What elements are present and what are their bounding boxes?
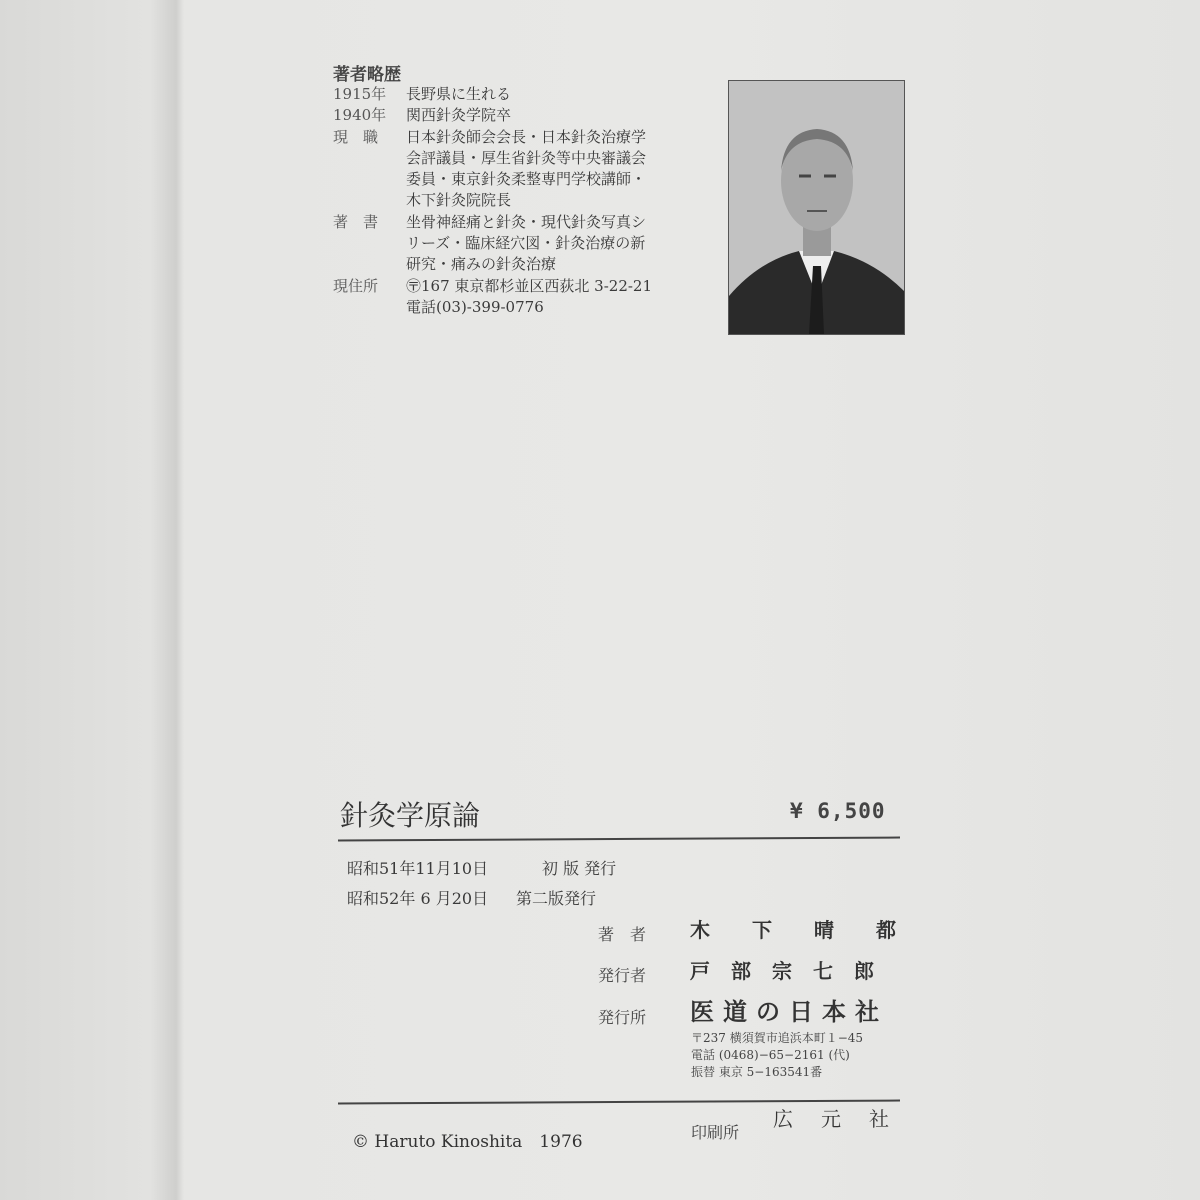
publisher-phone: 電話 (0468)−65−2161 (代) [691,1048,850,1062]
bio-row [333,233,652,254]
publisher-address: 〒237 横須賀市追浜本町１−45 [691,1031,864,1045]
bio-label [333,190,406,211]
bio-value: 会評議員・厚生省針灸等中央審議会 [406,148,647,167]
author-portrait-photo [728,80,905,335]
divider [338,837,900,842]
author-label: 著 者 [598,925,647,944]
bio-value: 関西針灸学院卒 [406,106,512,125]
author-name: 木下晴都 [690,918,938,942]
bio-value: リーズ・臨床経穴図・針灸治療の新 [406,234,646,253]
publisher-transfer-account: 振替 東京 5−163541番 [691,1065,823,1079]
bio-value: 電話(03)-399-0776 [406,297,544,316]
bio-heading: 著者略歴 [333,65,401,85]
bio-row [333,254,652,275]
edition-2-date: 昭和52年 6 月20日 [347,889,489,908]
bio-row [333,169,652,190]
printer-label: 印刷所 [691,1123,740,1142]
bio-label: 著 書 [333,212,379,231]
bio-value: 〶167 東京都杉並区西荻北 3-22-21 [406,276,653,295]
bio-label [333,254,406,275]
bio-row [333,297,652,318]
bio-row [333,127,652,148]
publishing-house-name: 医道の日本社 [690,998,888,1026]
bio-label [333,169,406,190]
publisher-name: 戸部宗七郎 [690,959,895,983]
bio-value: 長野県に生れる [406,85,512,103]
bio-label: 現 職 [333,127,379,146]
printer-name: 広元社 [773,1107,917,1131]
publisher-label: 発行者 [598,966,647,985]
edition-1-label: 初 版 発行 [542,859,617,878]
author-biography [333,84,652,318]
bio-label [333,148,406,169]
bio-value: 木下針灸院院長 [406,191,512,210]
edition-2-label: 第二版発行 [516,889,597,908]
bio-label [333,233,406,254]
bio-value: 坐骨神経痛と針灸・現代針灸写真シ [406,212,647,231]
bio-row [333,212,652,233]
bio-value: 研究・痛みの針灸治療 [406,255,557,274]
bio-label: 1940年 [333,106,387,125]
bio-row [333,148,652,169]
edition-1-date: 昭和51年11月10日 [347,859,489,878]
bio-value: 日本針灸師会会長・日本針灸治療学 [406,127,647,146]
bio-label: 現住所 [333,276,379,295]
price: ¥ 6,500 [790,799,886,823]
bio-label [333,297,406,318]
bio-row [333,105,652,126]
bio-row [333,276,652,297]
bio-label: 1915年 [333,85,387,103]
bio-row [333,84,652,105]
publishing-house-label: 発行所 [598,1008,647,1027]
bio-value: 委員・東京針灸柔整専門学校講師・ [406,170,647,189]
bio-row [333,190,652,211]
book-title: 針灸学原論 [340,799,481,832]
copyright: © Haruto Kinoshita 1976 [352,1132,583,1152]
